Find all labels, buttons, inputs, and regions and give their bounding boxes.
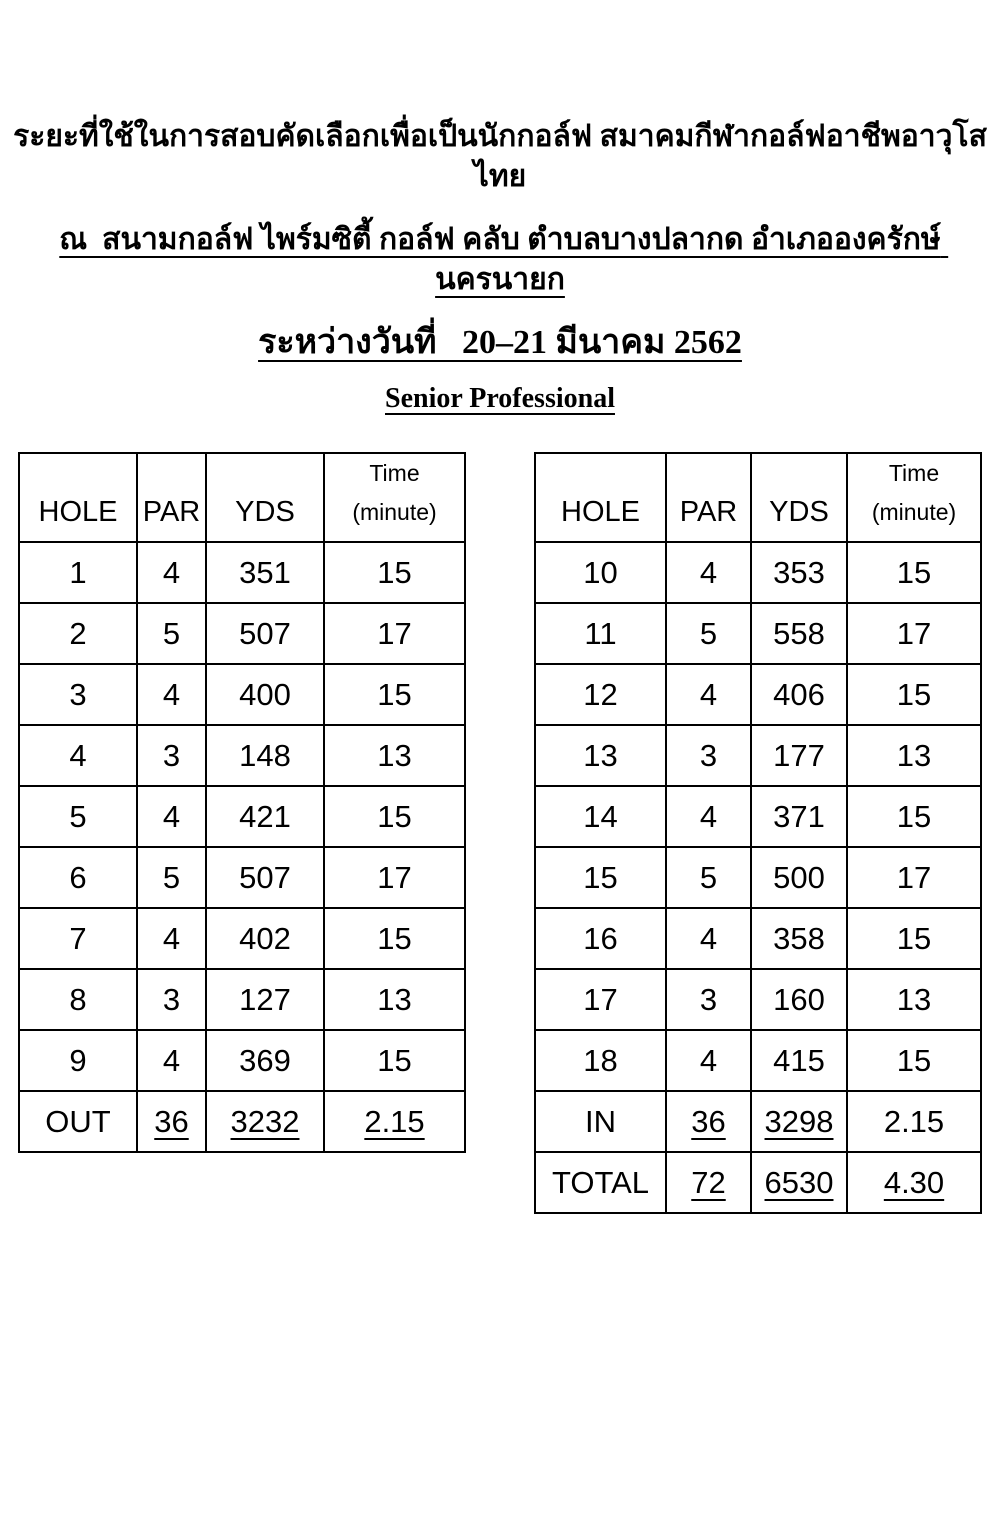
par-cell: 4 [666,664,751,725]
hole-cell: 15 [535,847,666,908]
hole-header: HOLE [19,453,137,542]
time-cell: 15 [847,786,981,847]
yds-header: YDS [206,453,324,542]
hole-cell: 13 [535,725,666,786]
time-header-line2: (minute) [871,499,957,525]
yds-cell: 406 [751,664,847,725]
hole-cell: 5 [19,786,137,847]
yds-cell: 148 [206,725,324,786]
time-cell: 15 [847,664,981,725]
time-cell: 15 [324,1030,465,1091]
time-cell: 13 [847,725,981,786]
hole-header: HOLE [535,453,666,542]
in-label-cell: IN [535,1091,666,1152]
yds-cell: 500 [751,847,847,908]
table-row [535,1030,981,1091]
hole-cell: 18 [535,1030,666,1091]
table-row [19,908,465,969]
total-yds-cell: 6530 [751,1152,847,1213]
time-cell: 17 [324,847,465,908]
par-cell: 4 [137,664,206,725]
table-row [535,664,981,725]
time-cell: 15 [324,908,465,969]
par-cell: 4 [666,786,751,847]
category-title: Senior Professional [385,383,615,414]
table-row [535,725,981,786]
yds-cell: 369 [206,1030,324,1091]
table-row [19,1030,465,1091]
time-cell: 15 [324,786,465,847]
yds-cell: 177 [751,725,847,786]
table-row [19,725,465,786]
time-cell: 17 [324,603,465,664]
time-cell: 17 [847,603,981,664]
par-cell: 3 [666,969,751,1030]
time-cell: 15 [847,908,981,969]
hole-cell: 11 [535,603,666,664]
hole-cell: 8 [19,969,137,1030]
hole-cell: 12 [535,664,666,725]
summary-row-total [535,1152,981,1213]
hole-cell: 17 [535,969,666,1030]
header-row [19,453,465,542]
table-row [19,603,465,664]
in-yds-cell: 3298 [751,1091,847,1152]
yds-cell: 371 [751,786,847,847]
table-row [535,603,981,664]
par-header: PAR [137,453,206,542]
par-cell: 3 [137,969,206,1030]
table-row [535,847,981,908]
title-association-thai: ระยะที่ใช้ในการสอบคัดเลือกเพื่อเป็นนักกอล์ฟ สมาคมกีฬากอล์ฟอาชีพอาวุโสไทย [13,120,987,193]
yds-cell: 507 [206,847,324,908]
yds-cell: 353 [751,542,847,603]
hole-cell: 16 [535,908,666,969]
par-cell: 5 [666,847,751,908]
table-row [535,542,981,603]
total-par-cell: 72 [666,1152,751,1213]
yds-cell: 415 [751,1030,847,1091]
in-par-cell: 36 [666,1091,751,1152]
time-header [324,453,465,542]
back-nine-table [534,452,982,1214]
yds-header: YDS [751,453,847,542]
time-header-line1: Time [369,460,420,486]
yds-cell: 358 [751,908,847,969]
hole-cell: 6 [19,847,137,908]
yds-cell: 400 [206,664,324,725]
time-cell: 15 [324,664,465,725]
par-cell: 4 [666,542,751,603]
time-cell: 15 [324,542,465,603]
par-cell: 4 [137,542,206,603]
table-row [535,786,981,847]
summary-row-in [535,1091,981,1152]
table-row [535,908,981,969]
hole-cell: 4 [19,725,137,786]
par-cell: 4 [137,908,206,969]
time-header [847,453,981,542]
par-header: PAR [666,453,751,542]
table-row [19,847,465,908]
time-cell: 13 [324,969,465,1030]
hole-cell: 10 [535,542,666,603]
par-cell: 4 [666,1030,751,1091]
yds-cell: 351 [206,542,324,603]
total-label-cell: TOTAL [535,1152,666,1213]
par-cell: 5 [137,847,206,908]
par-cell: 5 [666,603,751,664]
out-time-cell: 2.15 [324,1091,465,1152]
yds-cell: 127 [206,969,324,1030]
hole-cell: 3 [19,664,137,725]
hole-cell: 2 [19,603,137,664]
front-nine-table [18,452,466,1153]
yds-cell: 507 [206,603,324,664]
par-cell: 4 [666,908,751,969]
par-cell: 4 [137,1030,206,1091]
table-row [535,969,981,1030]
date-range-thai: ระหว่างวันที่ 20–21 มีนาคม 2562 [258,324,742,361]
hole-cell: 14 [535,786,666,847]
time-cell: 15 [847,1030,981,1091]
yds-cell: 402 [206,908,324,969]
time-cell: 15 [847,542,981,603]
par-cell: 3 [666,725,751,786]
document-header [0,0,1000,418]
par-cell: 3 [137,725,206,786]
table-row [19,786,465,847]
table-row [19,542,465,603]
time-cell: 17 [847,847,981,908]
summary-row-out [19,1091,465,1152]
total-time-cell: 4.30 [847,1152,981,1213]
yds-cell: 421 [206,786,324,847]
par-cell: 4 [137,786,206,847]
time-cell: 13 [847,969,981,1030]
table-row [19,664,465,725]
venue-thai: ณ สนามกอล์ฟ ไพร์มซิตี้ กอล์ฟ คลับ ตำบลบางปลากด อำเภอองครักษ์ นครนายก [59,223,949,296]
out-label-cell: OUT [19,1091,137,1152]
in-time-cell: 2.15 [847,1091,981,1152]
yds-cell: 558 [751,603,847,664]
hole-cell: 1 [19,542,137,603]
table-row [19,969,465,1030]
out-yds-cell: 3232 [206,1091,324,1152]
par-cell: 5 [137,603,206,664]
time-header-line2: (minute) [352,499,437,525]
hole-cell: 7 [19,908,137,969]
tables-container [18,452,982,1214]
time-cell: 13 [324,725,465,786]
hole-cell: 9 [19,1030,137,1091]
time-header-line1: Time [888,460,940,486]
yds-cell: 160 [751,969,847,1030]
header-row [535,453,981,542]
out-par-cell: 36 [137,1091,206,1152]
